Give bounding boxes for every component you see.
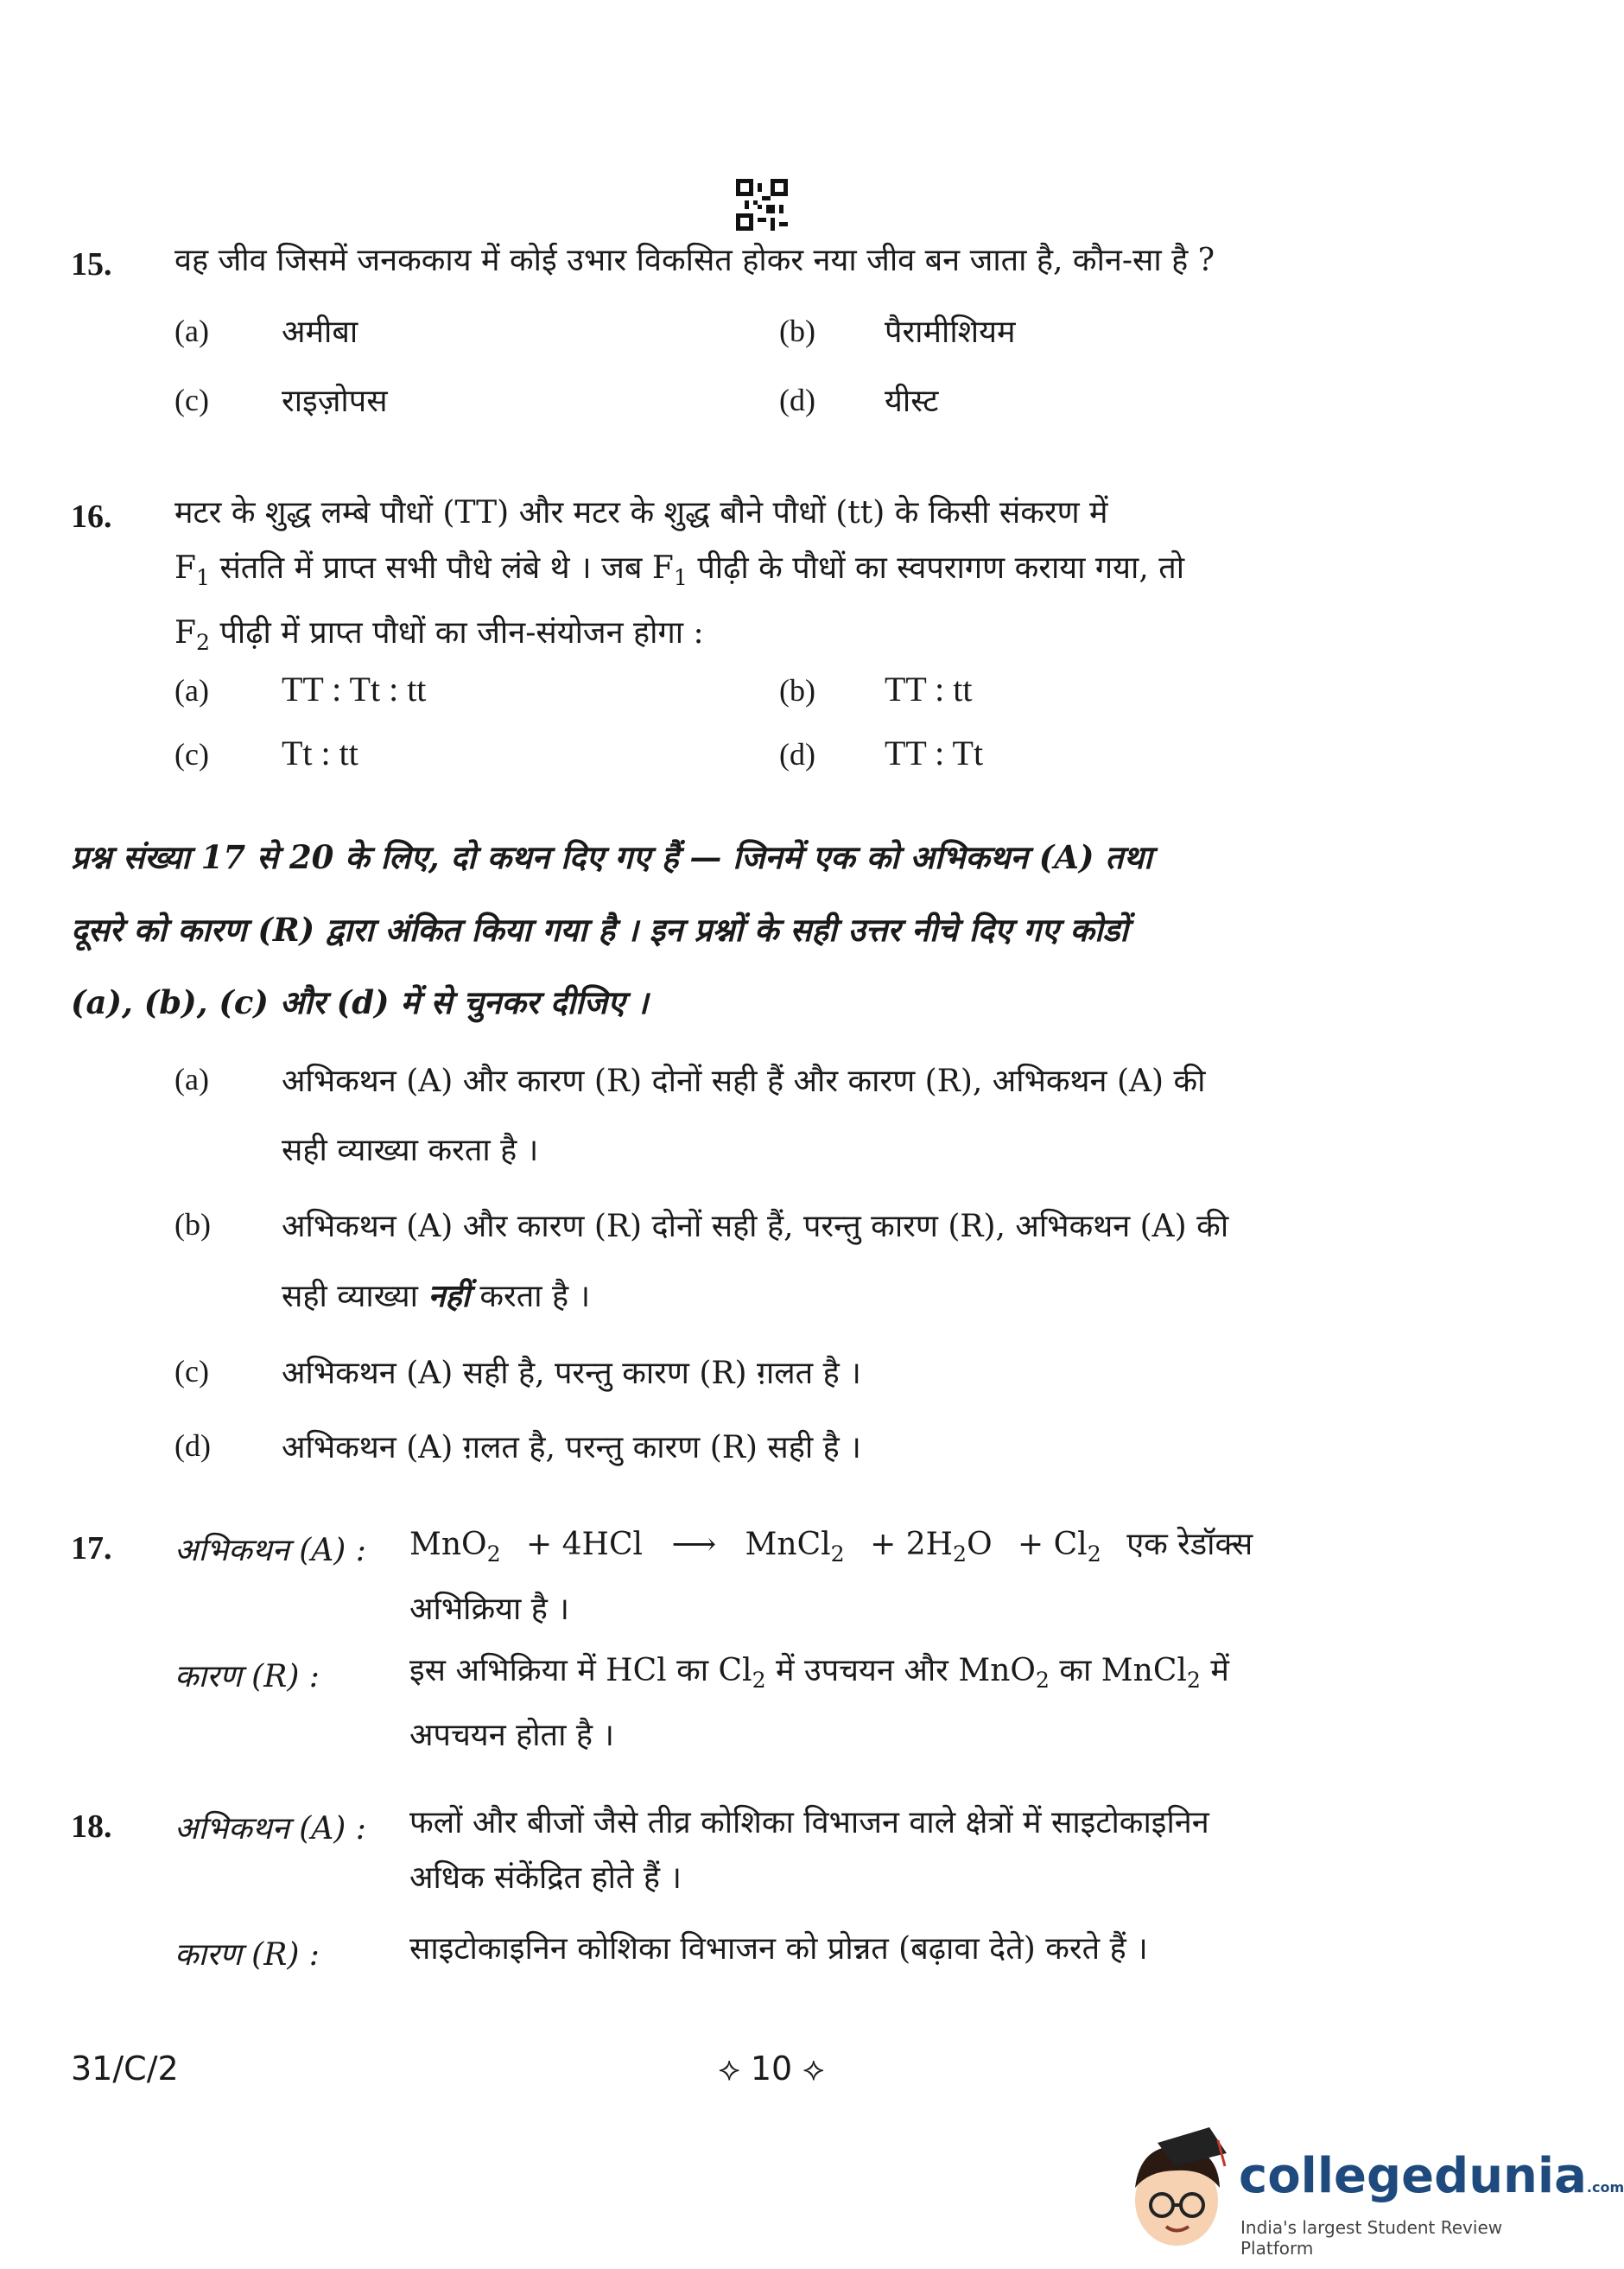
question-text: वह जीव जिसमें जनककाय में कोई उभार विकसित होकर नया जीव बन जाता है, कौन-सा है ? (174, 243, 1215, 278)
option-text: TT : Tt (885, 734, 984, 772)
qr-code-icon (736, 179, 788, 231)
text-fragment: F (174, 550, 196, 586)
text-fragment: F (174, 615, 196, 651)
formula: + 2H (870, 1527, 954, 1562)
code-text (282, 1047, 1373, 1185)
text-fragment: पीढ़ी में प्राप्त पौधों का जीन-संयोजन होगा : (210, 615, 704, 651)
text-fragment: में (1200, 1653, 1229, 1688)
assertion-line: फलों और बीजों जैसे तीव्र कोशिका विभाजन वाले क्षेत्रों में साइटोकाइनिन (409, 1805, 1209, 1840)
code-text: अभिकथन (A) सही है, परन्तु कारण (R) ग़लत है । (282, 1356, 861, 1391)
text-fragment: F (651, 550, 674, 586)
equation-line (409, 1517, 1373, 1582)
brand-suffix: .com (1586, 2179, 1624, 2196)
question-number: 17. (71, 1530, 112, 1567)
code-label: (d) (174, 1428, 211, 1463)
reason-text: साइटोकाइनिन कोशिका विभाजन को प्रोन्नत (बढ़ावा देते) करते हैं । (409, 1931, 1148, 1967)
reason-line (409, 1643, 1373, 1708)
option-label: (d) (779, 383, 815, 417)
instruction-line: दूसरे को कारण (R) द्वारा अंकित किया गया है । इन प्रश्नों के सही उत्तर नीचे दिए गए कोडों (71, 911, 1128, 949)
text-fragment: का MnCl (1049, 1653, 1187, 1688)
code-label: (c) (174, 1354, 209, 1389)
reason-label: कारण (R) : (174, 1937, 320, 1973)
assertion-line: अधिक संकेंद्रित होते हैं । (409, 1860, 682, 1896)
text-fragment: करता है । (469, 1279, 591, 1314)
option-label: (b) (779, 673, 815, 708)
text-fragment: संतति में प्राप्त सभी पौधे लंबे थे । जब (210, 550, 652, 586)
option-text: अमीबा (282, 315, 358, 350)
subscript: 1 (195, 565, 211, 591)
reason-line: अपचयन होता है । (409, 1718, 615, 1754)
code-line: सही व्याख्या करता है । (282, 1133, 539, 1168)
formula: + 4HCl (526, 1527, 644, 1562)
option-text: यीस्ट (885, 384, 939, 419)
subscript: 2 (486, 1541, 501, 1567)
mascot-logo-icon (1123, 2119, 1235, 2248)
code-label: (a) (174, 1062, 209, 1096)
formula: O (967, 1527, 993, 1562)
subscript: 2 (953, 1541, 967, 1567)
subscript: 2 (1186, 1668, 1201, 1694)
brand-tagline: India's largest Student Review Platform (1240, 2217, 1503, 2259)
code-line (282, 1262, 1373, 1332)
assertion-label: अभिकथन (A) : (174, 1811, 366, 1846)
option-label: (c) (174, 383, 209, 417)
ornament-left-icon: ⟡ (718, 2050, 740, 2088)
option-label: (d) (779, 737, 815, 772)
text-fragment: एक रेडॉक्स (1126, 1527, 1253, 1562)
instruction-line: (a), (b), (c) और (d) में से चुनकर दीजिए । (71, 983, 649, 1021)
text-fragment: में उपचयन और MnO (765, 1653, 1036, 1688)
option-text: राइज़ोपस (282, 384, 388, 419)
option-label: (b) (779, 314, 815, 348)
page-number-value: 10 (750, 2050, 793, 2088)
text-fragment: इस अभिक्रिया में HCl का Cl (409, 1653, 752, 1688)
option-text: TT : tt (885, 670, 973, 709)
assertion-line: अभिक्रिया है । (409, 1592, 569, 1628)
text-fragment: सही व्याख्या (282, 1279, 428, 1314)
page-number (691, 2050, 852, 2088)
question-number: 16. (71, 499, 112, 535)
question-line (174, 606, 1373, 671)
option-label: (a) (174, 673, 209, 708)
instruction-line: प्रश्न संख्या 17 से 20 के लिए, दो कथन दिए गए हैं — जिनमें एक को अभिकथन (A) तथा (71, 838, 1152, 876)
arrow-icon: ⟶ (671, 1527, 717, 1562)
question-text (174, 486, 1373, 671)
subscript: 1 (673, 565, 688, 591)
instruction-block (71, 821, 1373, 1039)
option-label: (c) (174, 737, 209, 772)
question-number: 18. (71, 1808, 112, 1845)
brand-text: collegedunia (1239, 2148, 1587, 2204)
ornament-right-icon: ⟡ (802, 2050, 825, 2088)
code-text (282, 1192, 1373, 1332)
formula: MnCl (745, 1527, 831, 1562)
assertion-text (409, 1517, 1373, 1637)
formula: MnO (409, 1527, 487, 1562)
option-text: TT : Tt : tt (282, 670, 427, 709)
emphasis: नहीं (428, 1278, 470, 1314)
assertion-text (409, 1795, 1373, 1906)
assertion-label: अभिकथन (A) : (174, 1533, 366, 1568)
subscript: 2 (1087, 1541, 1101, 1567)
formula: + Cl (1018, 1527, 1088, 1562)
reason-text (409, 1643, 1373, 1764)
code-text: अभिकथन (A) ग़लत है, परन्तु कारण (R) सही है । (282, 1430, 861, 1465)
reason-label: कारण (R) : (174, 1659, 320, 1694)
code-line: अभिकथन (A) और कारण (R) दोनों सही हैं, परन्तु कारण (R), अभिकथन (A) की (282, 1209, 1229, 1244)
subscript: 2 (830, 1541, 845, 1567)
option-label: (a) (174, 314, 209, 348)
brand-name (1239, 2148, 1624, 2204)
option-text: Tt : tt (282, 734, 358, 772)
option-text: पैरामीशियम (885, 315, 1016, 350)
question-number: 15. (71, 246, 112, 283)
code-label: (b) (174, 1207, 211, 1242)
code-line: अभिकथन (A) और कारण (R) दोनों सही हैं और कारण (R), अभिकथन (A) की (282, 1064, 1206, 1099)
subscript: 2 (752, 1668, 766, 1694)
text-fragment: पीढ़ी के पौधों का स्वपरागण कराया गया, तो (687, 550, 1185, 586)
question-line (174, 541, 1373, 606)
question-line: मटर के शुद्ध लम्बे पौधों (TT) और मटर के शुद्ध बौने पौधों (tt) के किसी संकरण में (174, 495, 1108, 531)
paper-code: 31/C/2 (71, 2050, 179, 2088)
subscript: 2 (1035, 1668, 1050, 1694)
subscript: 2 (195, 630, 211, 656)
